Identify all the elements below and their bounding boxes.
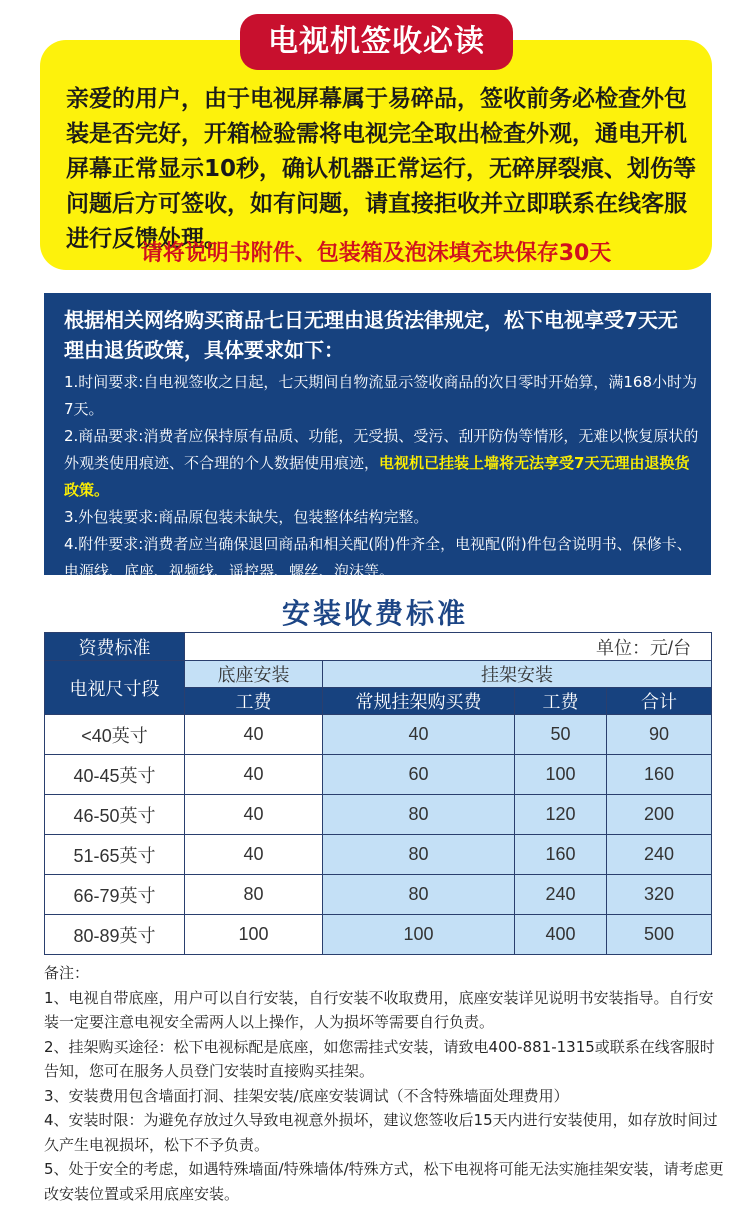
note-fee-scope: 3、安装费用包含墙面打洞、挂架安装/底座安装调试（不含特殊墙面处理费用） — [44, 1086, 569, 1105]
bracket-cell: 100 — [323, 915, 515, 955]
size-cell: <40英寸 — [45, 715, 185, 755]
wall-labor-cell: 240 — [515, 875, 607, 915]
base-labor-cell: 80 — [185, 875, 323, 915]
base-labor-cell: 40 — [185, 835, 323, 875]
wall-labor-header: 工费 — [515, 688, 607, 715]
fee-standard-label: 资费标准 — [45, 633, 185, 661]
unit-label: 单位：元/台 — [185, 633, 712, 661]
base-labor-cell: 40 — [185, 795, 323, 835]
wall-labor-cell: 50 — [515, 715, 607, 755]
table-row — [45, 835, 712, 875]
notice-keep-packaging: 请将说明书附件、包装箱及泡沫填充块保存30天 — [140, 241, 612, 266]
base-install-header: 底座安装 — [185, 661, 323, 688]
note-base-self-install: 1、电视自带底座，用户可以自行安装，自行安装不收取费用，底座安装详见说明书安装指导。自行安装一定要注意电视安全需两人以上操作，人为损坏等需要自行负责。 — [44, 988, 714, 1031]
bracket-cell: 80 — [323, 795, 515, 835]
note-bracket-purchase: 2、挂架购买途径：松下电视标配是底座，如您需挂式安装，请致电400-881-1315或联系在线客服时告知，您可在服务人员登门安装时直接购买挂架。 — [44, 1037, 715, 1080]
table-row — [45, 795, 712, 835]
notice-body: 亲爱的用户，由于电视屏幕属于易碎品，签收前务必检查外包装是否完好，开箱检验需将电视完全取出检查外观，通电开机屏幕正常显示10秒，确认机器正常运行，无碎屏裂痕、划伤等问题后方可签收，如有问题，请直接拒收并立即联系在线客服进行反馈处理。 — [66, 86, 697, 252]
policy-item-packaging: 3.外包装要求:商品原包装未缺失，包装整体结构完整。 — [64, 508, 429, 526]
size-cell: 51-65英寸 — [45, 835, 185, 875]
total-header: 合计 — [607, 688, 712, 715]
bracket-cell: 60 — [323, 755, 515, 795]
base-labor-cell: 100 — [185, 915, 323, 955]
policy-item-time: 1.时间要求:自电视签收之日起，七天期间自物流显示签收商品的次日零时开始算，满168小时为7天。 — [64, 373, 697, 418]
wall-labor-cell: 160 — [515, 835, 607, 875]
bracket-cell: 80 — [323, 835, 515, 875]
total-cell: 240 — [607, 835, 712, 875]
notice-title: 电视机签收必读 — [240, 14, 513, 70]
wall-labor-cell: 100 — [515, 755, 607, 795]
table-row — [45, 875, 712, 915]
size-cell: 46-50英寸 — [45, 795, 185, 835]
total-cell: 320 — [607, 875, 712, 915]
bracket-cell: 80 — [323, 875, 515, 915]
total-cell: 90 — [607, 715, 712, 755]
policy-items — [64, 369, 700, 585]
wall-install-header: 挂架安装 — [323, 661, 712, 688]
total-cell: 160 — [607, 755, 712, 795]
table-row — [45, 755, 712, 795]
policy-heading: 根据相关网络购买商品七日无理由退货法律规定，松下电视享受7天无理由退货政策，具体要求如下： — [64, 308, 678, 362]
size-range-header: 电视尺寸段 — [45, 661, 185, 715]
note-install-deadline: 4、安装时限：为避免存放过久导致电视意外损坏，建议您签收后15天内进行安装使用，如存放时间过久产生电视损坏，松下不予负责。 — [44, 1111, 718, 1154]
policy-item-goods-text: 2.商品要求:消费者应保持原有品质、功能，无受损、受污、刮开防伪等情形，无难以恢复原状的外观类使用痕迹、不合理的个人数据使用痕迹， — [64, 427, 699, 472]
size-cell: 40-45英寸 — [45, 755, 185, 795]
policy-item-accessories: 4.附件要求:消费者应当确保退回商品和相关配(附)件齐全，电视配(附)件包含说明书、保修卡、电源线、底座、视频线、遥控器、螺丝、泡沫等。 — [64, 535, 692, 580]
total-cell: 500 — [607, 915, 712, 955]
note-safety: 5、处于安全的考虑，如遇特殊墙面/特殊墙体/特殊方式，松下电视将可能无法实施挂架安装，请考虑更改安装位置或采用底座安装。 — [44, 1160, 724, 1203]
installation-fee-table — [44, 632, 712, 955]
base-labor-cell: 40 — [185, 755, 323, 795]
policy-item-goods — [64, 423, 700, 504]
notes-section — [44, 961, 724, 1206]
total-cell: 200 — [607, 795, 712, 835]
base-labor-cell: 40 — [185, 715, 323, 755]
wall-labor-cell: 120 — [515, 795, 607, 835]
size-cell: 80-89英寸 — [45, 915, 185, 955]
notes-heading: 备注： — [44, 964, 90, 982]
table-row — [45, 715, 712, 755]
wall-labor-cell: 400 — [515, 915, 607, 955]
return-policy-box — [44, 293, 711, 580]
base-labor-header: 工费 — [185, 688, 323, 715]
policy-item-goods-highlight: 电视机已挂装上墙将无法享受7天无理由退换货政策。 — [64, 454, 690, 499]
bracket-purchase-header: 常规挂架购买费 — [323, 688, 515, 715]
bracket-cell: 40 — [323, 715, 515, 755]
fee-table-title: 安装收费标准 — [281, 597, 468, 630]
size-cell: 66-79英寸 — [45, 875, 185, 915]
table-row — [45, 915, 712, 955]
